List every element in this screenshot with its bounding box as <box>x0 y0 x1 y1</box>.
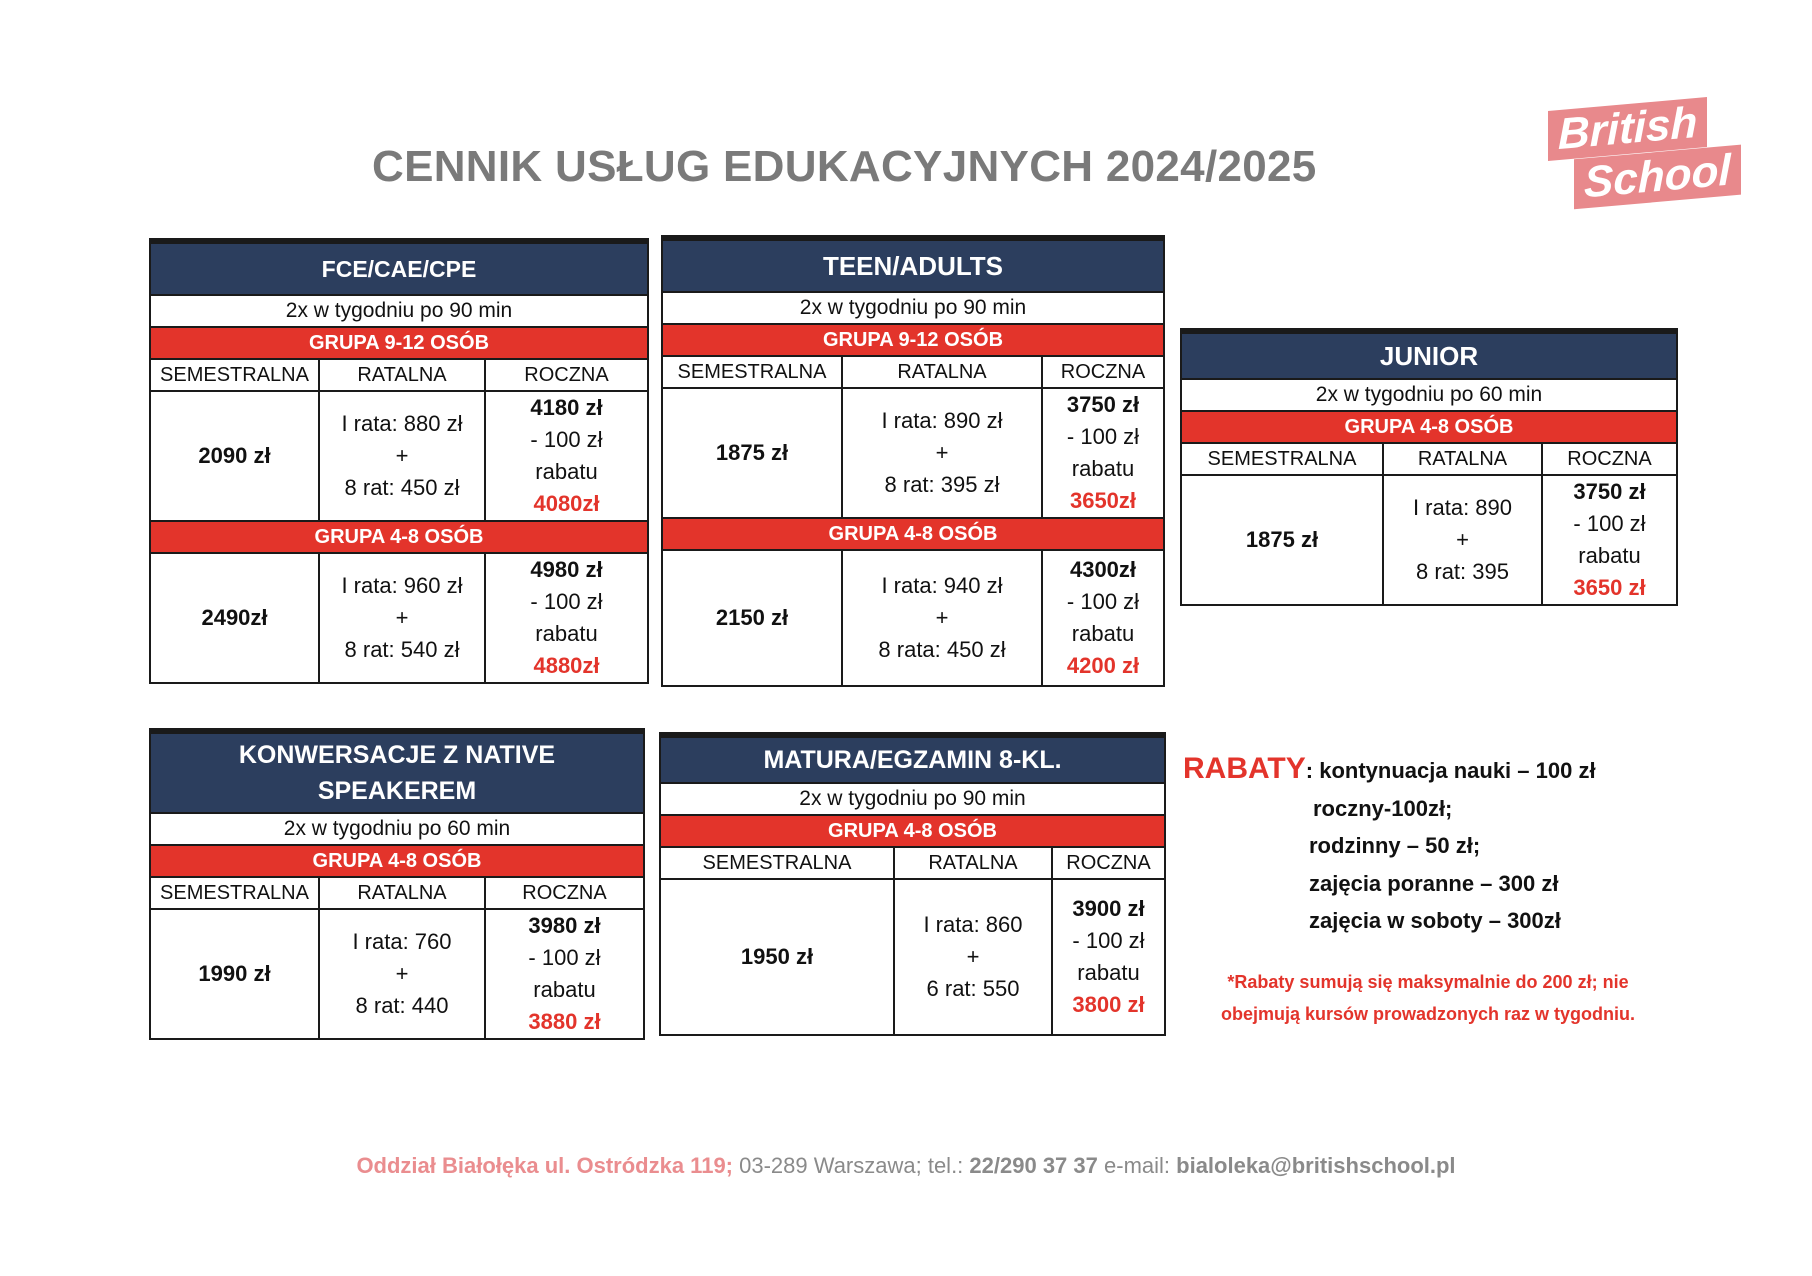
installment-rest: 8 rat: 395 zł <box>884 472 1000 497</box>
col-header-roczna: ROCZNA <box>1041 357 1163 387</box>
discount: - 100 zł <box>1573 511 1646 536</box>
installment-plus: + <box>935 440 949 465</box>
table-title: MATURA/EGZAMIN 8-KL. <box>661 734 1164 782</box>
col-header-ratalna: RATALNA <box>893 848 1051 878</box>
price-semestralna: 1950 zł <box>740 944 814 969</box>
col-header-roczna: ROCZNA <box>1051 848 1164 878</box>
final-price: 3880 zł <box>528 1009 601 1034</box>
discounts-label: RABATY <box>1183 752 1306 785</box>
installment-first: I rata: 760 <box>352 929 452 954</box>
group-label: GRUPA 4-8 OSÓB <box>151 520 647 552</box>
group-label: GRUPA 4-8 OSÓB <box>1182 410 1676 442</box>
yearly-price: 3750 zł <box>1066 392 1140 417</box>
final-price: 3650 zł <box>1573 575 1646 600</box>
final-price: 3800 zł <box>1072 992 1145 1017</box>
installment-rest: 6 rat: 550 <box>926 976 1020 1001</box>
discount-yearly: roczny-100zł; <box>1313 796 1453 821</box>
table-teen-adults <box>661 235 1165 687</box>
table-junior <box>1180 328 1678 606</box>
installment-rest: 8 rat: 540 zł <box>344 637 460 662</box>
discounts-note-line-2: obejmują kursów prowadzonych raz w tygodniu. <box>1220 1004 1636 1024</box>
installment-plus: + <box>395 443 409 468</box>
col-header-semestralna: SEMESTRALNA <box>702 852 852 874</box>
installment-plus: + <box>395 961 409 986</box>
price-ratalna <box>318 554 484 682</box>
yearly-price: 3750 zł <box>1573 479 1646 504</box>
installment-rest: 8 rat: 395 <box>1416 559 1509 584</box>
col-header-semestralna: SEMESTRALNA <box>1207 448 1357 470</box>
installment-rest: 8 rat: 440 <box>355 993 449 1018</box>
frequency: 2x w tygodniu po 60 min <box>1182 378 1676 410</box>
installment-plus: + <box>395 605 409 630</box>
footer-email[interactable]: bialoleka@britishschool.pl <box>1176 1153 1456 1178</box>
price-roczna <box>1541 476 1676 604</box>
logo-line-2: School <box>1574 145 1741 210</box>
installment-first: I rata: 880 zł <box>341 411 463 436</box>
discount: - 100 zł <box>1066 589 1140 614</box>
col-header-roczna: ROCZNA <box>484 360 647 390</box>
table-native-speaker <box>149 728 645 1040</box>
table-fce-cae-cpe <box>149 238 649 684</box>
final-price: 3650zł <box>1069 488 1137 513</box>
discount: - 100 zł <box>530 589 603 614</box>
footer-phone[interactable]: 22/290 37 37 <box>969 1153 1098 1178</box>
installment-first: I rata: 860 <box>923 912 1023 937</box>
frequency: 2x w tygodniu po 90 min <box>661 782 1164 814</box>
discount-label: rabatu <box>535 621 598 646</box>
price-semestralna: 1875 zł <box>715 440 789 465</box>
group-label: GRUPA 9-12 OSÓB <box>663 323 1163 355</box>
discounts-note <box>1188 966 1668 1030</box>
group-label: GRUPA 4-8 OSÓB <box>661 814 1164 846</box>
installment-rest: 8 rata: 450 zł <box>878 637 1006 662</box>
col-header-semestralna: SEMESTRALNA <box>160 882 309 904</box>
discount-continuation: : kontynuacja nauki – 100 zł <box>1305 758 1596 783</box>
table-title <box>151 730 643 812</box>
discount-saturday: zajęcia w soboty – 300zł <box>1309 908 1561 933</box>
price-roczna <box>1051 880 1164 1034</box>
frequency: 2x w tygodniu po 60 min <box>151 812 643 844</box>
frequency: 2x w tygodniu po 90 min <box>151 294 647 326</box>
final-price: 4880zł <box>533 653 600 678</box>
price-ratalna <box>318 392 484 520</box>
final-price: 4200 zł <box>1066 653 1140 678</box>
installment-first: I rata: 890 <box>1412 495 1513 520</box>
discount: - 100 zł <box>1072 928 1145 953</box>
installment-first: I rata: 890 zł <box>881 408 1003 433</box>
price-ratalna <box>1382 476 1541 604</box>
frequency: 2x w tygodniu po 90 min <box>663 291 1163 323</box>
price-roczna <box>1041 389 1163 517</box>
price-semestralna: 1990 zł <box>198 961 271 986</box>
col-header-semestralna: SEMESTRALNA <box>160 364 309 386</box>
price-ratalna <box>893 880 1051 1034</box>
price-semestralna: 2150 zł <box>715 605 789 630</box>
discount: - 100 zł <box>530 427 603 452</box>
installment-first: I rata: 940 zł <box>881 573 1003 598</box>
british-school-logo <box>1548 98 1746 210</box>
installment-rest: 8 rat: 450 zł <box>344 475 460 500</box>
col-header-ratalna: RATALNA <box>318 878 484 908</box>
group-label: GRUPA 9-12 OSÓB <box>151 326 647 358</box>
yearly-price: 3980 zł <box>528 913 601 938</box>
price-roczna <box>1041 551 1163 685</box>
price-ratalna <box>841 551 1041 685</box>
installment-plus: + <box>966 944 980 969</box>
col-header-ratalna: RATALNA <box>841 357 1041 387</box>
price-roczna <box>484 554 647 682</box>
price-semestralna: 2490zł <box>201 605 268 630</box>
price-semestralna: 1875 zł <box>1245 527 1319 552</box>
col-header-roczna: ROCZNA <box>1541 444 1676 474</box>
col-header-roczna: ROCZNA <box>484 878 643 908</box>
yearly-price: 3900 zł <box>1072 896 1145 921</box>
table-title: FCE/CAE/CPE <box>151 240 647 294</box>
price-roczna <box>484 910 643 1038</box>
group-label: GRUPA 4-8 OSÓB <box>663 517 1163 549</box>
footer-email-label: e-mail: <box>1097 1153 1177 1178</box>
discount-label: rabatu <box>1077 960 1140 985</box>
discount-morning: zajęcia poranne – 300 zł <box>1309 871 1559 896</box>
price-semestralna: 2090 zł <box>198 443 271 468</box>
discount-label: rabatu <box>1071 456 1135 481</box>
discount: - 100 zł <box>528 945 601 970</box>
yearly-price: 4180 zł <box>530 395 603 420</box>
price-roczna <box>484 392 647 520</box>
yearly-price: 4980 zł <box>530 557 603 582</box>
discount-label: rabatu <box>533 977 596 1002</box>
table-title-line-1: KONWERSACJE Z NATIVE <box>238 741 556 769</box>
discounts-heading <box>1183 752 1596 786</box>
col-header-ratalna: RATALNA <box>318 360 484 390</box>
price-ratalna <box>841 389 1041 517</box>
table-title-line-2: SPEAKEREM <box>317 777 477 805</box>
page-title: CENNIK USŁUG EDUKACYJNYCH 2024/2025 <box>372 142 1317 191</box>
table-title: JUNIOR <box>1182 330 1676 378</box>
discount-label: rabatu <box>1071 621 1135 646</box>
yearly-price: 4300zł <box>1069 557 1137 582</box>
discount-label: rabatu <box>535 459 598 484</box>
price-ratalna <box>318 910 484 1038</box>
logo-line-1: British <box>1548 97 1707 161</box>
group-label: GRUPA 4-8 OSÓB <box>151 844 643 876</box>
col-header-semestralna: SEMESTRALNA <box>677 361 827 383</box>
installment-first: I rata: 960 zł <box>341 573 463 598</box>
discounts-note-line-1: *Rabaty sumują się maksymalnie do 200 zł; nie <box>1227 972 1629 992</box>
installment-plus: + <box>1456 527 1469 552</box>
discount-label: rabatu <box>1578 543 1641 568</box>
footer-city: 03-289 Warszawa; tel.: <box>733 1153 970 1178</box>
footer-contact <box>0 1153 1812 1179</box>
discount-family: rodzinny – 50 zł; <box>1309 833 1481 858</box>
col-header-ratalna: RATALNA <box>1382 444 1541 474</box>
installment-plus: + <box>935 605 949 630</box>
footer-branch: Oddział Białołęka ul. Ostródzka 119; <box>356 1153 734 1178</box>
table-title: TEEN/ADULTS <box>663 237 1163 291</box>
table-matura <box>659 732 1166 1036</box>
discount: - 100 zł <box>1066 424 1140 449</box>
final-price: 4080zł <box>533 491 600 516</box>
